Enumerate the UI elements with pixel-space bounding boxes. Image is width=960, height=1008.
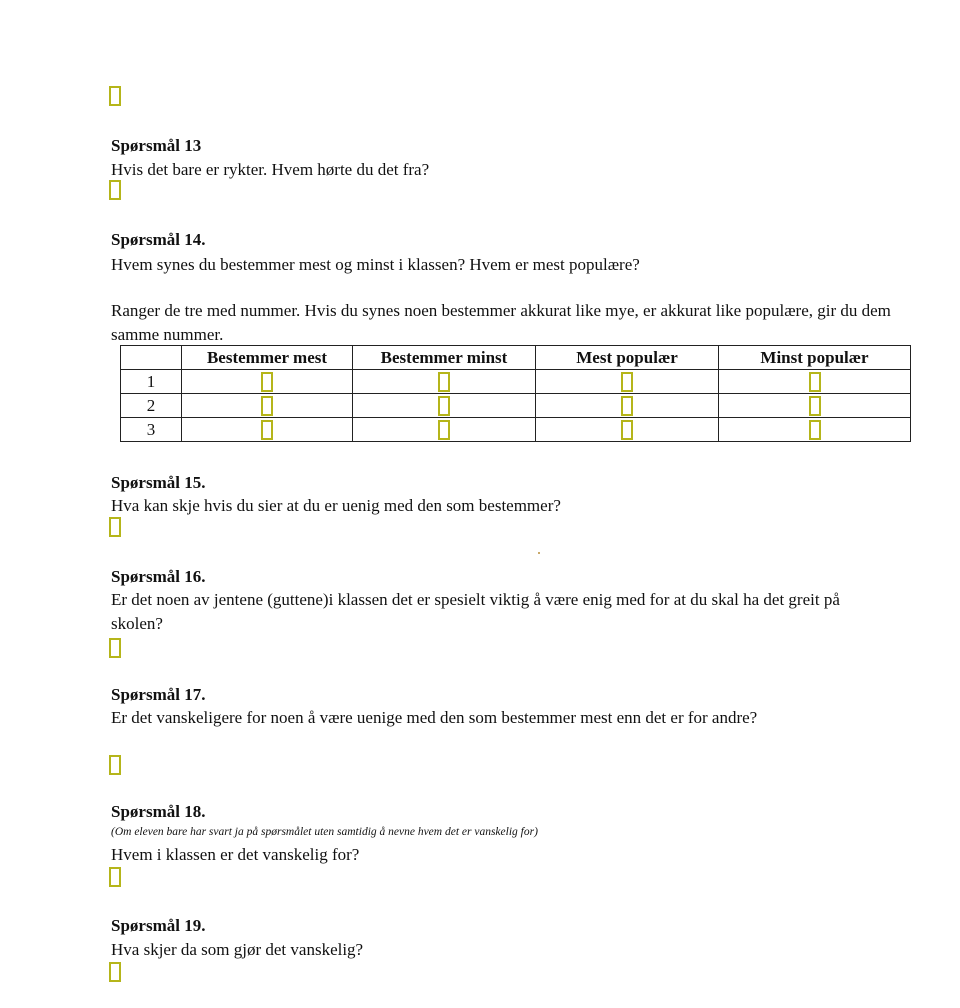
question-18-text: Hvem i klassen er det vanskelig for? [111,845,360,864]
answer-field-rank2-minst-populaer[interactable] [809,396,821,416]
table-header-bestemmer-mest: Bestemmer mest [182,346,353,370]
answer-field-rank1-bestemmer-minst[interactable] [438,372,450,392]
question-17-text: Er det vanskeligere for noen å være uenige med den som bestemmer mest enn det er for andre? [111,708,758,727]
question-13-title: Spørsmål 13 [111,136,202,155]
answer-field-q18[interactable] [109,867,121,887]
table-header-mest-populaer: Mest populær [536,346,719,370]
rank-number: 2 [121,394,182,418]
question-18-title: Spørsmål 18. [111,802,206,821]
answer-field-rank1-minst-populaer[interactable] [809,372,821,392]
table-row [121,418,911,442]
table-header-empty [121,346,182,370]
question-19-text: Hva skjer da som gjør det vanskelig? [111,940,364,959]
question-14-title: Spørsmål 14. [111,230,206,249]
question-14-instruction: Ranger de tre med nummer. Hvis du synes noen bestemmer akkurat like mye, er akkurat like populære, gir du dem samme nummer. [111,301,891,344]
ranking-table-header-row [121,346,911,370]
answer-field-rank1-mest-populaer[interactable] [621,372,633,392]
answer-field-q12[interactable] [109,86,121,106]
question-16-text: Er det noen av jentene (guttene)i klassen det er spesielt viktig å være enig med for at du skal ha det greit på skolen? [111,590,840,633]
rank-number: 3 [121,418,182,442]
answer-field-q19[interactable] [109,962,121,982]
answer-field-rank1-bestemmer-mest[interactable] [261,372,273,392]
answer-field-rank2-bestemmer-minst[interactable] [438,396,450,416]
question-16-title: Spørsmål 16. [111,567,206,586]
table-row [121,370,911,394]
answer-field-rank3-mest-populaer[interactable] [621,420,633,440]
answer-field-rank3-bestemmer-minst[interactable] [438,420,450,440]
table-header-bestemmer-minst: Bestemmer minst [353,346,536,370]
answer-field-q13[interactable] [109,180,121,200]
answer-field-rank2-bestemmer-mest[interactable] [261,396,273,416]
ranking-table [120,345,911,442]
table-row [121,394,911,418]
stray-mark [538,552,540,554]
question-19-title: Spørsmål 19. [111,916,206,935]
answer-field-rank2-mest-populaer[interactable] [621,396,633,416]
answer-field-rank3-bestemmer-mest[interactable] [261,420,273,440]
question-13-text: Hvis det bare er rykter. Hvem hørte du det fra? [111,160,430,179]
answer-field-q15[interactable] [109,517,121,537]
question-15-title: Spørsmål 15. [111,473,206,492]
question-17-title: Spørsmål 17. [111,685,206,704]
table-header-minst-populaer: Minst populær [719,346,911,370]
answer-field-q16[interactable] [109,638,121,658]
rank-number: 1 [121,370,182,394]
question-15-text: Hva kan skje hvis du sier at du er uenig med den som bestemmer? [111,496,561,515]
question-14-text: Hvem synes du bestemmer mest og minst i klassen? Hvem er mest populære? [111,255,640,274]
answer-field-q17[interactable] [109,755,121,775]
question-18-note: (Om eleven bare har svart ja på spørsmålet uten samtidig å nevne hvem det er vanskelig for) [111,826,538,838]
answer-field-rank3-minst-populaer[interactable] [809,420,821,440]
